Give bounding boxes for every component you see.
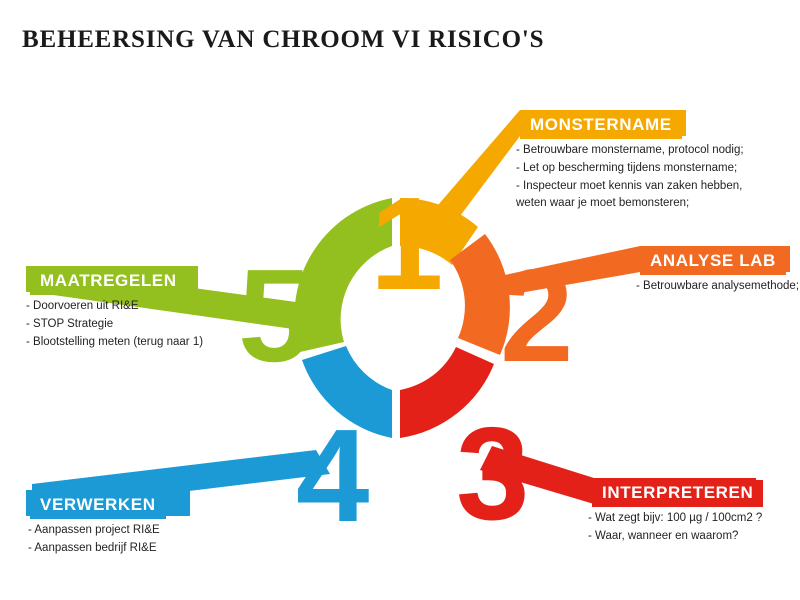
- bullet: - Aanpassen bedrijf RI&E: [28, 541, 157, 554]
- bullet: - Betrouwbare analysemethode;: [636, 280, 800, 292]
- step-number-1: 1: [370, 170, 444, 317]
- callout-body-maatregelen: [26, 298, 203, 351]
- callout-title-maatregelen: MAATREGELEN: [30, 268, 187, 295]
- bullet: - Betrouwbare monstername, protocol nodig;: [516, 144, 744, 156]
- bullet: - Waar, wanneer en waarom?: [588, 529, 739, 542]
- callout-body-monstername: [516, 142, 744, 213]
- step-number-3: 3: [456, 400, 530, 547]
- step-number-5: 5: [238, 242, 312, 389]
- bullet: - Let op bescherming tijdens monstername;: [516, 161, 738, 174]
- callout-title-analyse-lab: ANALYSE LAB: [640, 248, 786, 275]
- bullet: - Blootstelling meten (terug naar 1): [26, 335, 204, 348]
- bullet: - STOP Strategie: [26, 317, 114, 330]
- callout-body-interpreteren: [588, 510, 762, 546]
- step-number-4: 4: [296, 402, 370, 549]
- bullet: weten waar je moet bemonsteren;: [516, 197, 690, 210]
- callout-body-verwerken: [28, 522, 160, 558]
- callout-title-verwerken: VERWERKEN: [30, 492, 166, 519]
- bullet: - Wat zegt bijv: 100 µg / 100cm2 ?: [588, 512, 763, 524]
- page-title: BEHEERSING VAN CHROOM VI RISICO'S: [22, 26, 545, 53]
- callout-title-interpreteren: INTERPRETEREN: [592, 480, 763, 507]
- bullet: - Aanpassen project RI&E: [28, 524, 160, 536]
- bullet: - Doorvoeren uit RI&E: [26, 300, 139, 312]
- bullet: - Inspecteur moet kennis van zaken hebben,: [516, 179, 743, 192]
- callout-body-analyse-lab: [636, 278, 799, 296]
- step-number-2: 2: [500, 242, 574, 389]
- callout-title-monstername: MONSTERNAME: [520, 112, 682, 139]
